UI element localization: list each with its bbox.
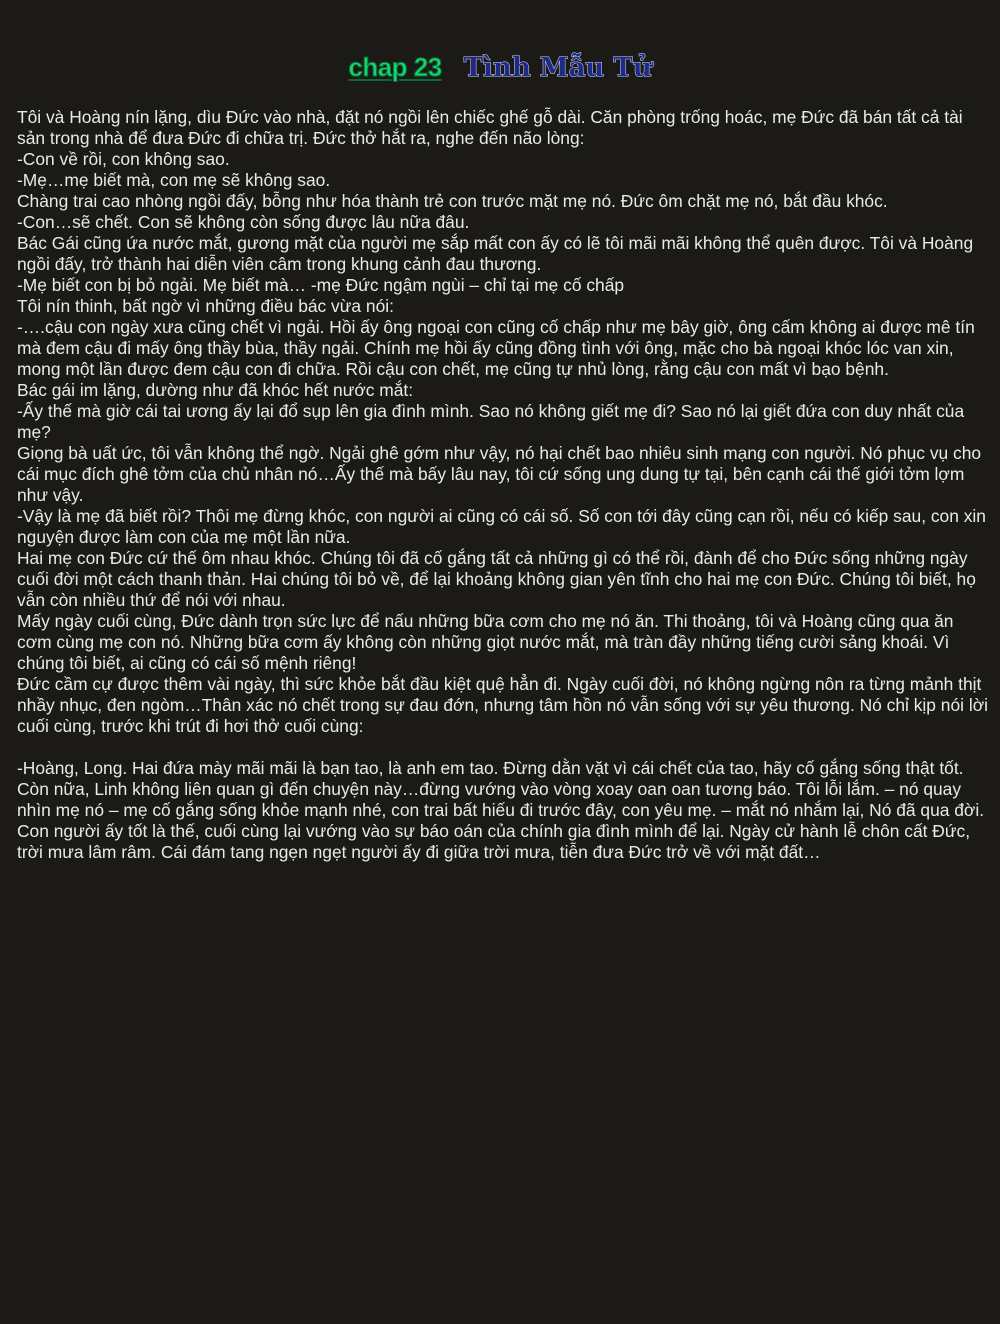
paragraph: -….cậu con ngày xưa cũng chết vì ngải. Hồi ấy ông ngoại con cũng cố chấp như mẹ bây giờ, ông cấm không ai được mê tín mà đem cậu đi mấy ông thầy bùa, thầy ngải. Chính mẹ hồi ấy cũng đồng tình với ông, mặc cho bà ngoại khóc lóc van xin, mong một lần được đem cậu con đi chữa. Rồi cậu con chết, mẹ cũng tự nhủ lòng, rằng cậu con mất vì bạo bệnh.	[17, 317, 975, 379]
paragraph: Con người ấy tốt là thế, cuối cùng lại vướng vào sự báo oán của chính gia đình mình để lại. Ngày cử hành lễ chôn cất Đức, trời mưa lâm râm. Cái đám tang ngẹn ngẹt người ấy đi giữa trời mưa, tiễn đưa Đức trở về với mặt đất…	[17, 821, 971, 862]
paragraph: Đức cầm cự được thêm vài ngày, thì sức khỏe bắt đầu kiệt quệ hẳn đi. Ngày cuối đời, nó không ngừng nôn ra từng mảnh thịt nhầy nhục, đen ngòm…Thân xác nó chết trong sự đau đớn, nhưng tâm hồn nó vẫn sống với sự yêu thương. Nó chỉ kịp nói lời cuối cùng, trước khi trút đi hơi thở cuối cùng:	[17, 674, 988, 736]
paragraph: Giọng bà uất ức, tôi vẫn không thể ngờ. Ngải ghê gớm như vậy, nó hại chết bao nhiêu sinh mạng con người. Nó phục vụ cho cái mục đích ghê tởm của chủ nhân nó…Ấy thế mà bấy lâu nay, tôi cứ sống ung dung tự tại, bên cạnh cái thế giới tởm lợm như vậy.	[17, 443, 982, 505]
paragraph: -Ấy thế mà giờ cái tai ương ấy lại đổ sụp lên gia đình mình. Sao nó không giết mẹ đi? Sao nó lại giết đứa con duy nhất của mẹ?	[17, 401, 965, 442]
chapter-label: chap 23	[348, 52, 442, 82]
paragraph: -Vậy là mẹ đã biết rồi? Thôi mẹ đừng khóc, con người ai cũng có cái số. Số con tới đây cũng cạn rồi, nếu có kiếp sau, con xin nguyện được làm con của mẹ một lần nữa.	[17, 506, 986, 547]
paragraph: Tôi và Hoàng nín lặng, dìu Đức vào nhà, đặt nó ngồi lên chiếc ghế gỗ dài. Căn phòng trống hoác, mẹ Đức đã bán tất cả tài sản trong nhà để đưa Đức đi chữa trị. Đức thở hắt ra, nghe đến não lòng:	[17, 107, 963, 148]
story-body	[17, 107, 989, 863]
paragraph: -Hoàng, Long. Hai đứa mày mãi mãi là bạn tao, là anh em tao. Đừng dằn vặt vì cái chết của tao, hãy cố gắng sống thật tốt. Còn nữa, Linh không liên quan gì đến chuyện này…đừng vướng vào vòng xoay oan oan tương báo. Tôi lỗi lắm. – nó quay nhìn mẹ nó – mẹ cố gắng sống khỏe mạnh nhé, con trai bất hiếu đi trước đây, con yêu mẹ. – mắt nó nhắm lại, Nó đã qua đời.	[17, 758, 985, 820]
chapter-title: Tình Mẫu Tử	[463, 53, 652, 83]
blank-line	[17, 737, 989, 758]
paragraph: Tôi nín thinh, bất ngờ vì những điều bác vừa nói:	[17, 296, 394, 316]
paragraph: -Con về rồi, con không sao.	[17, 149, 230, 169]
paragraph: -Mẹ…mẹ biết mà, con mẹ sẽ không sao.	[17, 170, 331, 190]
paragraph: -Con…sẽ chết. Con sẽ không còn sống được lâu nữa đâu.	[17, 212, 470, 232]
paragraph: Bác gái im lặng, dường như đã khóc hết nước mắt:	[17, 380, 414, 400]
paragraph: Hai mẹ con Đức cứ thế ôm nhau khóc. Chúng tôi đã cố gắng tất cả những gì có thể rồi, đành để cho Đức sống những ngày cuối đời một cách thanh thản. Hai chúng tôi bỏ về, để lại khoảng không gian yên tĩnh cho hai mẹ con Đức. Chúng tôi biết, họ vẫn còn nhiều thứ để nói với nhau.	[17, 548, 976, 610]
paragraph: -Mẹ biết con bị bỏ ngải. Mẹ biết mà… -mẹ Đức ngậm ngùi – chỉ tại mẹ cố chấp	[17, 275, 625, 295]
chapter-heading	[0, 52, 1000, 83]
paragraph: Mấy ngày cuối cùng, Đức dành trọn sức lực để nấu những bữa cơm cho mẹ nó ăn. Thi thoảng, tôi và Hoàng cũng qua ăn cơm cùng mẹ con nó. Những bữa cơm ấy không còn những giọt nước mắt, mà tràn đầy những tiếng cười sảng khoái. Vì chúng tôi biết, ai cũng có cái số mệnh riêng!	[17, 611, 954, 673]
paragraph: Chàng trai cao nhòng ngồi đấy, bỗng như hóa thành trẻ con trước mặt mẹ nó. Đức ôm chặt mẹ nó, bắt đầu khóc.	[17, 191, 888, 211]
paragraph: Bác Gái cũng ứa nước mắt, gương mặt của người mẹ sắp mất con ấy có lẽ tôi mãi mãi không thể quên được. Tôi và Hoàng ngồi đấy, trở thành hai diễn viên câm trong khung cảnh đau thương.	[17, 233, 974, 274]
